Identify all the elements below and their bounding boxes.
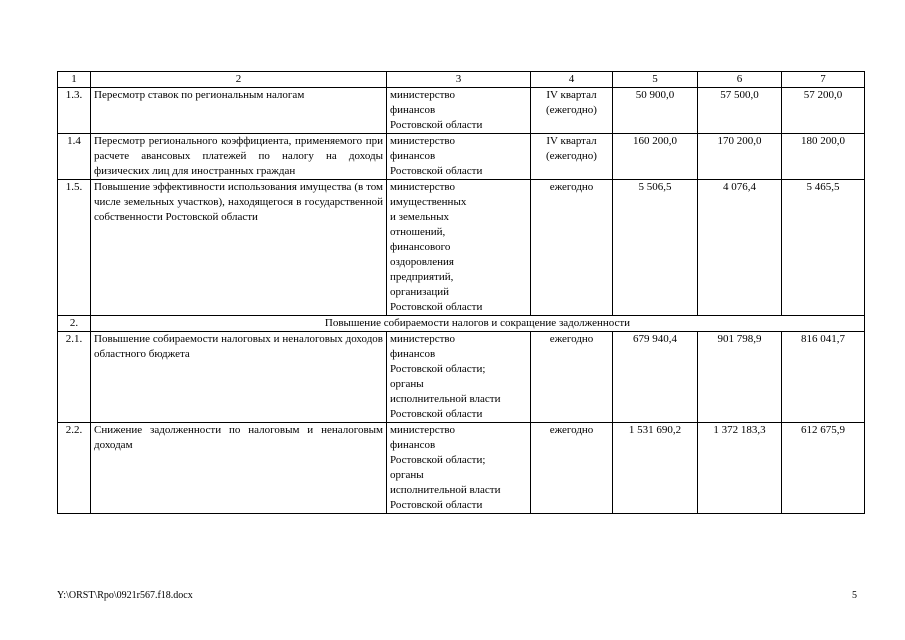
executor-line: министерство <box>390 135 456 147</box>
executor-line: предприятий, <box>390 271 454 283</box>
column-number: 4 <box>531 72 613 88</box>
executor-line: Ростовской области <box>390 119 483 131</box>
item-value-col6: 901 798,9 <box>698 332 782 423</box>
executor-line: Ростовской области <box>390 165 483 177</box>
executor-line: финансового <box>390 241 451 253</box>
table-row <box>58 332 865 423</box>
term-line: ежегодно <box>549 181 594 193</box>
item-value-col7: 612 675,9 <box>782 423 865 514</box>
item-value-col6: 1 372 183,3 <box>698 423 782 514</box>
executor-line: оздоровления <box>390 256 454 268</box>
executor-line: и земельных <box>390 211 449 223</box>
executor-line: исполнительной власти <box>390 393 501 405</box>
file-path-footer: Y:\ORST\Rpo\0921r567.f18.docx <box>57 590 193 601</box>
item-description: Пересмотр регионального коэффициента, применяемого при расчете авансовых платежей по налогу на доходы физических лиц для иностранных граждан <box>91 134 387 180</box>
item-value-col5: 50 900,0 <box>613 88 698 134</box>
executor-line: министерство <box>390 333 456 345</box>
item-value-col7: 180 200,0 <box>782 134 865 180</box>
executor-line: министерство <box>390 181 456 193</box>
column-number: 3 <box>387 72 531 88</box>
measures-table <box>57 71 865 514</box>
executor-line: органы <box>390 469 424 481</box>
column-number: 6 <box>698 72 782 88</box>
executor-line: финансов <box>390 104 436 116</box>
term-line: ежегодно <box>549 424 594 436</box>
item-value-col7: 57 200,0 <box>782 88 865 134</box>
table-row <box>58 88 865 134</box>
item-executor <box>387 134 531 180</box>
executor-line: Ростовской области <box>390 499 483 511</box>
item-term <box>531 134 613 180</box>
section-number: 2. <box>58 316 91 332</box>
executor-line: имущественных <box>390 196 467 208</box>
item-number: 2.2. <box>58 423 91 514</box>
item-value-col5: 160 200,0 <box>613 134 698 180</box>
item-executor <box>387 423 531 514</box>
table-row <box>58 423 865 514</box>
item-term <box>531 88 613 134</box>
item-value-col6: 4 076,4 <box>698 180 782 316</box>
item-description: Повышение эффективности использования имущества (в том числе земельных участков), находящегося в государственной собственности Ростовской области <box>91 180 387 316</box>
item-value-col5: 679 940,4 <box>613 332 698 423</box>
column-number: 2 <box>91 72 387 88</box>
section-row <box>58 316 865 332</box>
executor-line: Ростовской области <box>390 301 483 313</box>
item-term <box>531 332 613 423</box>
executor-line: финансов <box>390 439 436 451</box>
item-description: Пересмотр ставок по региональным налогам <box>91 88 387 134</box>
item-description: Снижение задолженности по налоговым и неналоговым доходам <box>91 423 387 514</box>
item-term <box>531 423 613 514</box>
item-value-col5: 1 531 690,2 <box>613 423 698 514</box>
item-value-col7: 5 465,5 <box>782 180 865 316</box>
executor-line: отношений, <box>390 226 446 238</box>
item-value-col6: 170 200,0 <box>698 134 782 180</box>
item-executor <box>387 332 531 423</box>
column-number: 7 <box>782 72 865 88</box>
executor-line: министерство <box>390 424 456 436</box>
term-line: IV квартал <box>546 89 597 101</box>
item-number: 1.3. <box>58 88 91 134</box>
executor-line: финансов <box>390 150 436 162</box>
executor-line: финансов <box>390 348 436 360</box>
executor-line: Ростовской области; <box>390 363 486 375</box>
item-description: Повышение собираемости налоговых и неналоговых доходов областного бюджета <box>91 332 387 423</box>
item-value-col6: 57 500,0 <box>698 88 782 134</box>
term-line: ежегодно <box>549 333 594 345</box>
term-line: (ежегодно) <box>546 150 597 162</box>
item-number: 2.1. <box>58 332 91 423</box>
item-value-col5: 5 506,5 <box>613 180 698 316</box>
column-number-row <box>58 72 865 88</box>
column-number: 5 <box>613 72 698 88</box>
column-number: 1 <box>58 72 91 88</box>
executor-line: организаций <box>390 286 450 298</box>
section-title: Повышение собираемости налогов и сокращение задолженности <box>91 316 865 332</box>
executor-line: Ростовской области; <box>390 454 486 466</box>
item-number: 1.4 <box>58 134 91 180</box>
item-executor <box>387 88 531 134</box>
executor-line: исполнительной власти <box>390 484 501 496</box>
page-number: 5 <box>852 590 857 601</box>
item-value-col7: 816 041,7 <box>782 332 865 423</box>
executor-line: министерство <box>390 89 456 101</box>
table-row <box>58 134 865 180</box>
term-line: IV квартал <box>546 135 597 147</box>
item-term <box>531 180 613 316</box>
term-line: (ежегодно) <box>546 104 597 116</box>
executor-line: органы <box>390 378 424 390</box>
item-executor <box>387 180 531 316</box>
item-number: 1.5. <box>58 180 91 316</box>
table-row <box>58 180 865 316</box>
executor-line: Ростовской области <box>390 408 483 420</box>
